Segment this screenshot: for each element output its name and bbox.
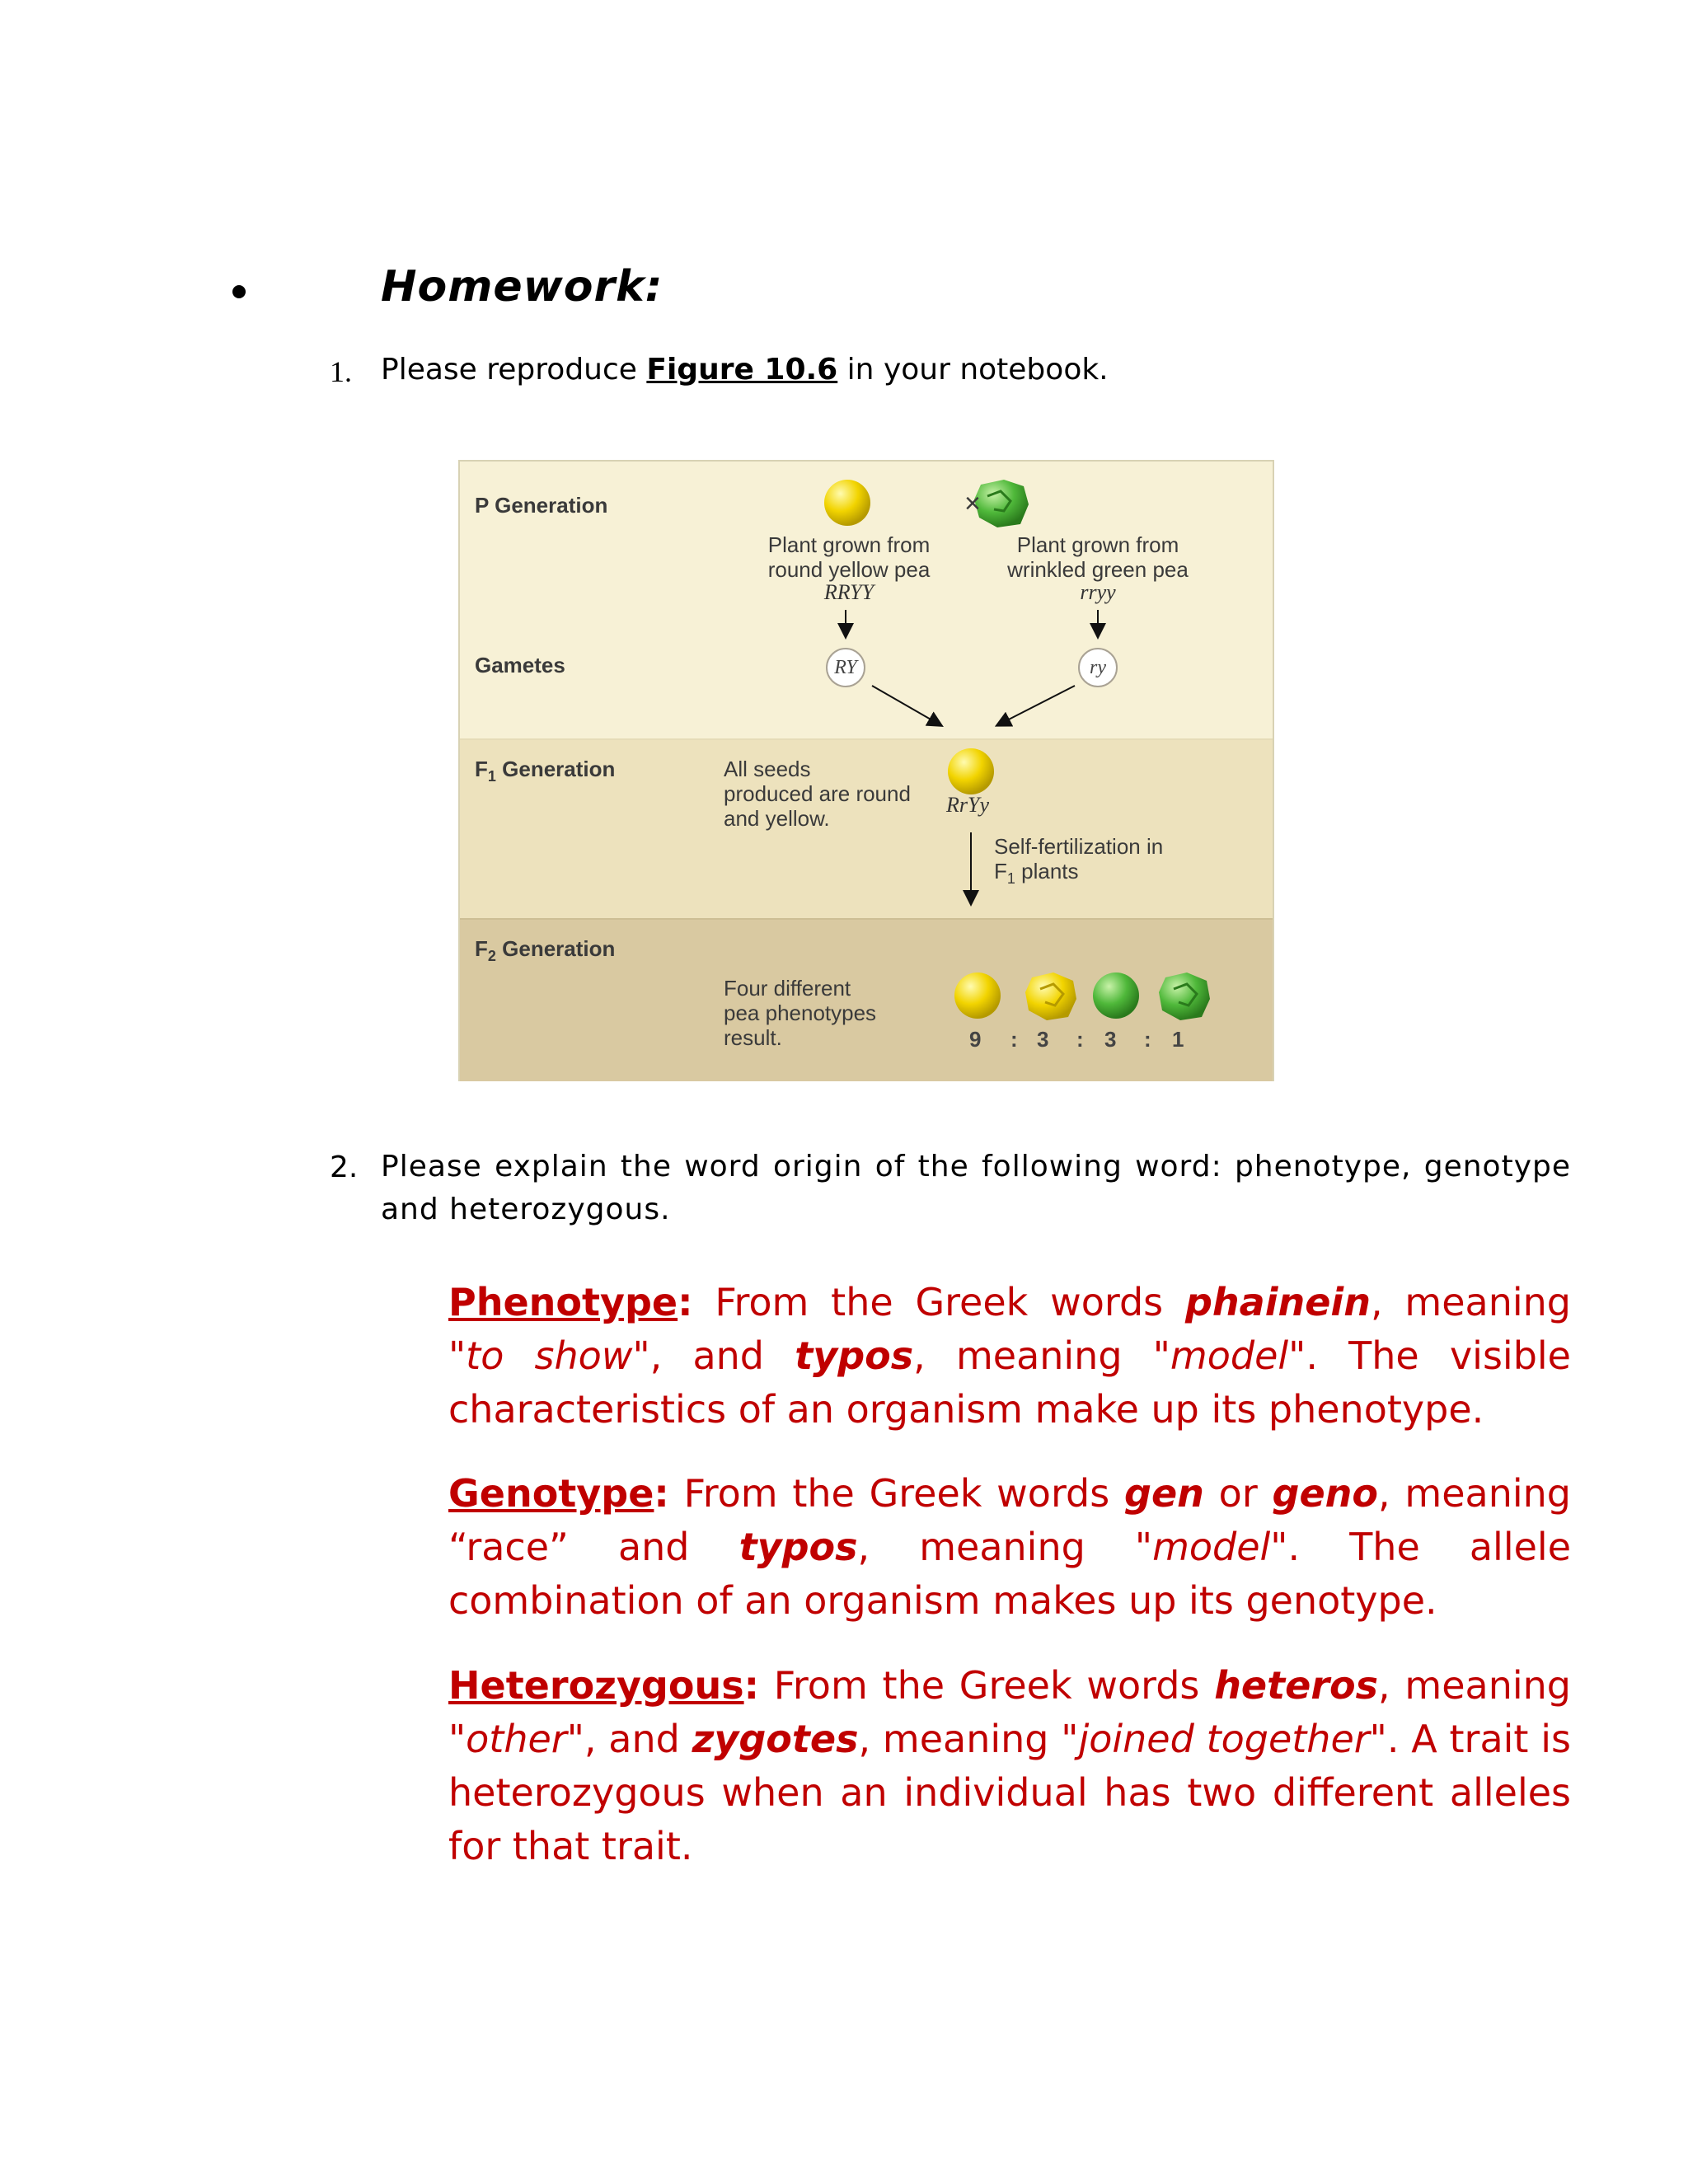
phenotype-p4: , meaning: [913, 1333, 1153, 1378]
genotype-colon: :: [654, 1471, 669, 1516]
question-1-number: 1.: [330, 355, 352, 388]
arrow-gamete2-f1: [1001, 686, 1075, 724]
genotype-p1: From the Greek words: [668, 1471, 1125, 1516]
selfing-line2: [994, 859, 1163, 891]
genotype-p3: , meaning “race” and: [448, 1471, 1571, 1569]
phenotype-p1: From the Greek words: [692, 1280, 1185, 1324]
figure-reference: Figure 10.6: [646, 353, 838, 387]
f1-description: [724, 757, 911, 831]
genotype-greek-1: gen: [1124, 1471, 1204, 1516]
parent2-line2: wrinkled green pea: [1007, 557, 1189, 582]
selfing-line2-sub: 1: [1006, 870, 1015, 888]
f2-desc-line1: Four different: [724, 976, 851, 1001]
genotype-definition: [448, 1467, 1571, 1628]
f1-desc-line2: produced are round: [724, 781, 911, 806]
f2-desc-line2: pea phenotypes: [724, 1001, 877, 1025]
parent1-description: [750, 532, 948, 582]
genotype-p5: . The allele combination of an organism makes up its genotype.: [448, 1525, 1571, 1623]
question-1-before: Please reproduce: [381, 353, 647, 387]
heterozygous-greek-2: zygotes: [692, 1717, 859, 1761]
f2-round-yellow-pea-icon: [954, 972, 1001, 1019]
ratio-3b: 3: [1104, 1027, 1117, 1052]
phenotype-greek-1: phainein: [1185, 1280, 1371, 1324]
f2-description: [724, 976, 876, 1050]
f1-desc-line3: and yellow.: [724, 806, 830, 831]
genotype-greek-3: typos: [738, 1525, 858, 1569]
f2-wrinkled-green-pea-icon: [1159, 972, 1210, 1020]
heterozygous-greek-1: heteros: [1214, 1663, 1378, 1708]
genotype-p4: , meaning: [857, 1525, 1135, 1569]
self-fertilization-label: [994, 834, 1163, 891]
phenotype-p2: , meaning: [1370, 1280, 1571, 1324]
f1-label-main: F: [475, 757, 488, 781]
question-1-text: [381, 353, 1109, 387]
dihybrid-cross-figure: [458, 460, 1274, 1081]
wrinkled-green-pea-icon: [974, 480, 1029, 527]
selfing-line1: Self-fertilization in: [994, 834, 1164, 859]
ratio-3a: 3: [1037, 1027, 1049, 1052]
heterozygous-p4: , meaning: [858, 1717, 1062, 1761]
ratio-sep-2: :: [1076, 1027, 1084, 1052]
p-generation-label: P Generation: [475, 493, 608, 518]
f1-label-sub: 1: [487, 768, 496, 785]
genotype-meaning-1: "model": [1134, 1525, 1288, 1569]
f2-desc-line3: result.: [724, 1025, 782, 1050]
genotype-greek-2: geno: [1272, 1471, 1378, 1516]
f1-round-yellow-pea-icon: [948, 748, 994, 794]
question-1-after: in your notebook.: [837, 353, 1109, 387]
selfing-line2-main: F: [994, 859, 1007, 883]
heterozygous-p3: , and: [584, 1717, 692, 1761]
f1-label-rest: Generation: [495, 757, 616, 781]
f2-wrinkled-yellow-pea-icon: [1025, 972, 1076, 1020]
phenotype-p3: , and: [649, 1333, 795, 1378]
phenotype-greek-2: typos: [795, 1333, 914, 1378]
phenotype-meaning-1: "to show": [448, 1333, 650, 1378]
heterozygous-definition: [448, 1659, 1571, 1873]
f1-genotype: RrYy: [946, 793, 989, 817]
gametes-label: Gametes: [475, 653, 565, 677]
phenotype-meaning-2: "model": [1152, 1333, 1306, 1378]
heterozygous-p5: . A trait is heterozygous when an individual has two different alleles for that trait.: [448, 1717, 1572, 1868]
phenotype-p5: . The visible characteristics of an organism make up its phenotype.: [448, 1333, 1571, 1432]
question-2-number: 2.: [330, 1151, 359, 1184]
ratio-1: 1: [1172, 1027, 1184, 1052]
question-2-text: Please explain the word origin of the following word: phenotype, genotype and heterozygous.: [381, 1150, 1571, 1226]
phenotype-term: Phenotype: [448, 1280, 678, 1324]
selfing-line2-rest: plants: [1015, 859, 1079, 883]
heterozygous-colon: :: [743, 1663, 759, 1708]
f2-label-main: F: [475, 936, 488, 961]
parent1-line2: round yellow pea: [767, 557, 931, 582]
phenotype-colon: :: [678, 1280, 693, 1324]
genotype-p2: or: [1203, 1471, 1273, 1516]
f2-label-sub: 2: [487, 948, 496, 965]
round-yellow-pea-icon: [824, 480, 870, 526]
gamete-ry-recessive: ry: [1078, 648, 1118, 687]
phenotype-definition: [448, 1276, 1571, 1436]
heterozygous-term: Heterozygous: [448, 1663, 744, 1708]
heterozygous-p2: , meaning: [1378, 1663, 1571, 1708]
heterozygous-meaning-1: "other": [448, 1717, 584, 1761]
parent1-line1: Plant grown from: [767, 532, 931, 557]
parent2-line1: Plant grown from: [1016, 532, 1179, 557]
parent2-genotype: rryy: [1080, 580, 1116, 604]
heterozygous-p1: From the Greek words: [759, 1663, 1215, 1708]
cross-symbol: ×: [964, 488, 981, 519]
f1-desc-line1: All seeds: [724, 757, 811, 781]
ratio-9: 9: [969, 1027, 982, 1052]
arrow-gamete1-f1: [872, 686, 938, 724]
ratio-sep-3: :: [1144, 1027, 1151, 1052]
parent1-genotype: RRYY: [823, 580, 874, 604]
heterozygous-meaning-2: "joined together": [1061, 1717, 1387, 1761]
f2-round-green-pea-icon: [1093, 972, 1139, 1019]
f2-generation-label: [475, 936, 615, 965]
f1-generation-label: [475, 757, 615, 785]
ratio-sep-1: :: [1010, 1027, 1018, 1052]
f2-label-rest: Generation: [495, 936, 616, 961]
parent2-description: [991, 532, 1205, 582]
homework-heading: Homework:: [381, 262, 663, 312]
gamete-ry-dominant: RY: [826, 648, 865, 687]
bullet-point: [232, 285, 246, 298]
genotype-term: Genotype: [448, 1471, 654, 1516]
